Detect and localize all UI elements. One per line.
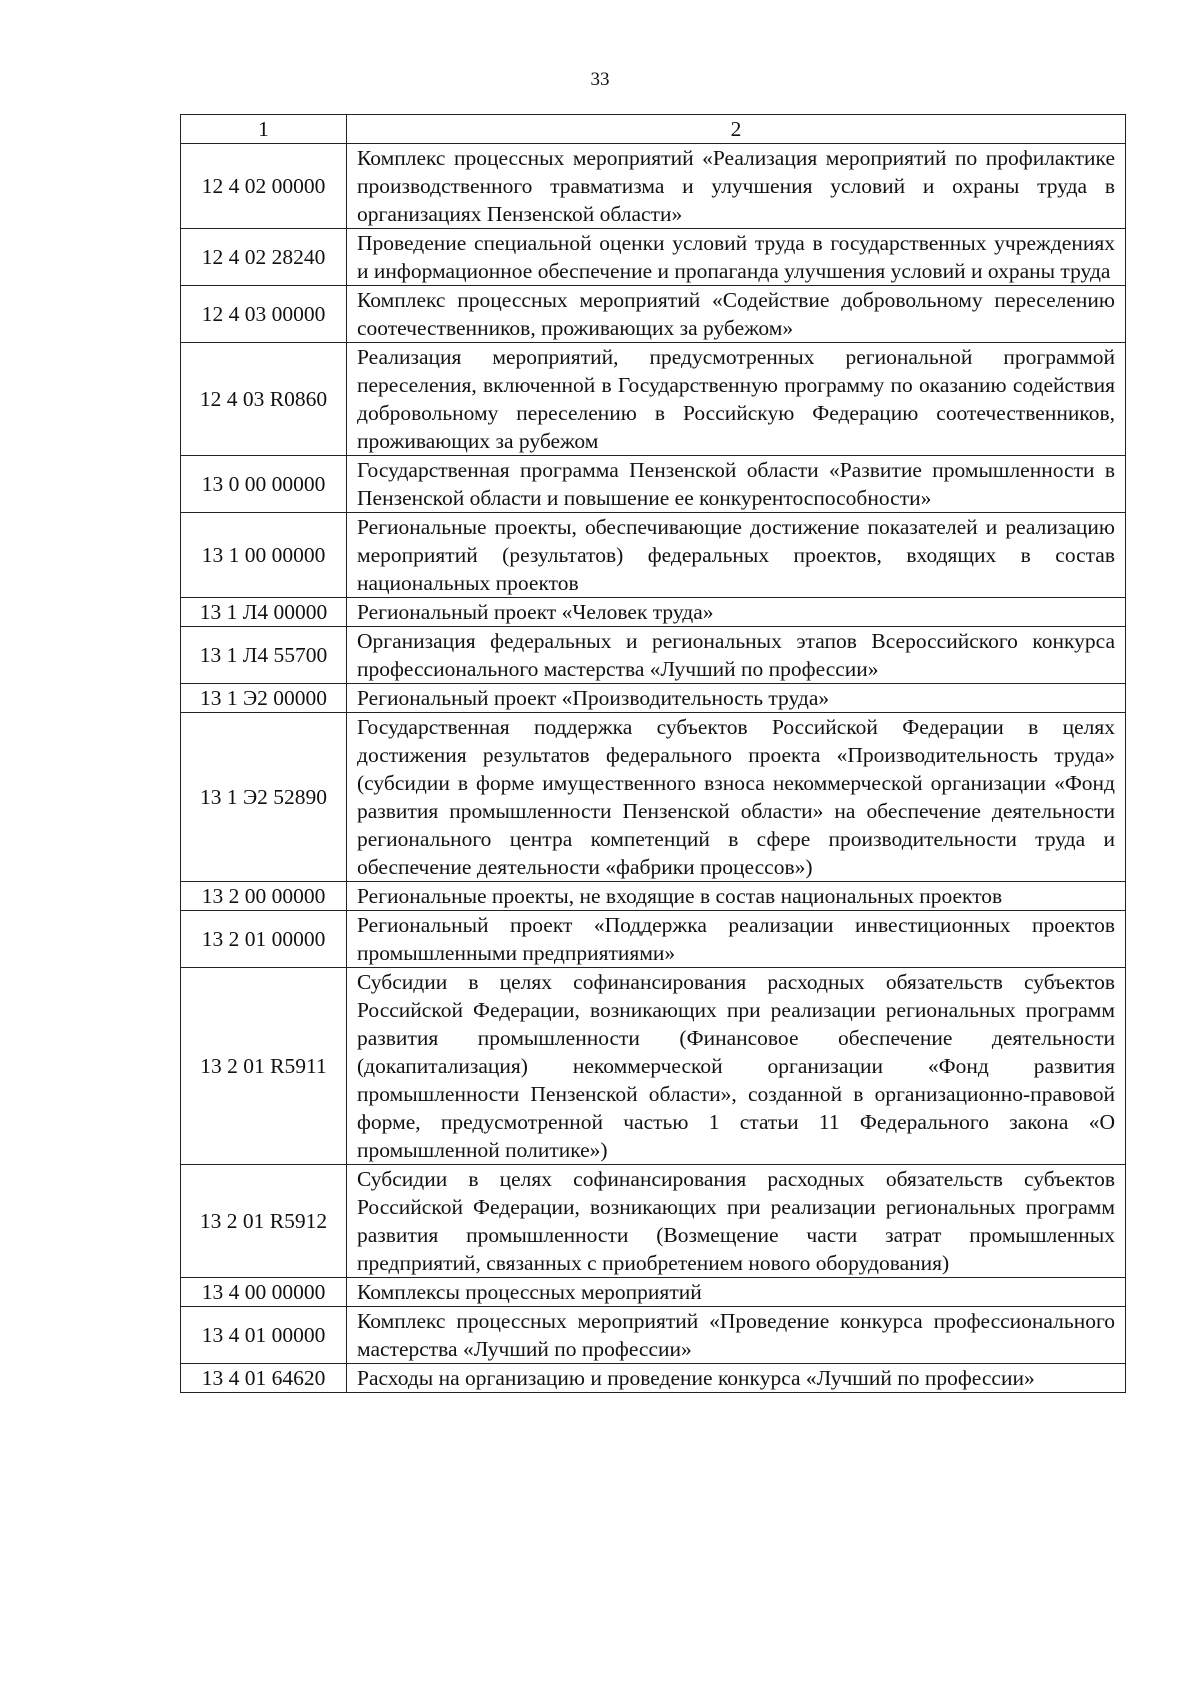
row-description: Региональный проект «Поддержка реализации инвестиционных проектов промышленными предприятиями»: [347, 911, 1126, 968]
row-code: 13 1 Л4 00000: [181, 598, 347, 627]
column-header-code: 1: [181, 115, 347, 144]
row-description: Региональные проекты, обеспечивающие достижение показателей и реализацию мероприятий (результатов) федеральных проектов, входящих в состав национальных проектов: [347, 513, 1126, 598]
row-description: Государственная программа Пензенской области «Развитие промышленности в Пензенской области и повышение ее конкурентоспособности»: [347, 456, 1126, 513]
row-code: 13 0 00 00000: [181, 456, 347, 513]
table-row: [181, 1165, 1126, 1278]
row-description: Региональный проект «Человек труда»: [347, 598, 1126, 627]
table-row: [181, 343, 1126, 456]
row-code: 12 4 02 28240: [181, 229, 347, 286]
row-code: 13 1 Э2 52890: [181, 713, 347, 882]
row-description: Комплексы процессных мероприятий: [347, 1278, 1126, 1307]
table-row: [181, 598, 1126, 627]
table-row: [181, 144, 1126, 229]
row-description: Региональный проект «Производительность труда»: [347, 684, 1126, 713]
table-row: [181, 1364, 1126, 1393]
row-code: 13 1 Э2 00000: [181, 684, 347, 713]
row-description: Проведение специальной оценки условий труда в государственных учреждениях и информационное обеспечение и пропаганда улучшения условий и охраны труда: [347, 229, 1126, 286]
table-row: [181, 1307, 1126, 1364]
row-description: Региональные проекты, не входящие в состав национальных проектов: [347, 882, 1126, 911]
row-code: 13 2 00 00000: [181, 882, 347, 911]
page-number: 33: [590, 69, 610, 90]
table-row: [181, 456, 1126, 513]
table-row: [181, 684, 1126, 713]
row-description: Субсидии в целях софинансирования расходных обязательств субъектов Российской Федерации, возникающих при реализации региональных программ развития промышленности (Финансовое обеспечение деятельности (докапитализация) некоммерческой организации «Фонд развития промышленности Пензенской области», созданной в организационно-правовой форме, предусмотренной частью 1 статьи 11 Федерального закона «О промышленной политике»): [347, 968, 1126, 1165]
row-description: Субсидии в целях софинансирования расходных обязательств субъектов Российской Федерации, возникающих при реализации региональных программ развития промышленности (Возмещение части затрат промышленных предприятий, связанных с приобретением нового оборудования): [347, 1165, 1126, 1278]
table-row: [181, 286, 1126, 343]
row-code: 12 4 03 00000: [181, 286, 347, 343]
row-code: 12 4 03 R0860: [181, 343, 347, 456]
table-row: [181, 713, 1126, 882]
budget-code-table: [180, 114, 1126, 1393]
row-description: Государственная поддержка субъектов Российской Федерации в целях достижения результатов федерального проекта «Производительность труда» (субсидии в форме имущественного взноса некоммерческой организации «Фонд развития промышленности Пензенской области» на обеспечение деятельности регионального центра компетенций в сфере производительности труда и обеспечение деятельности «фабрики процессов»): [347, 713, 1126, 882]
table-row: [181, 911, 1126, 968]
row-code: 13 4 01 00000: [181, 1307, 347, 1364]
table-row: [181, 627, 1126, 684]
row-description: Организация федеральных и региональных этапов Всероссийского конкурса профессионального мастерства «Лучший по профессии»: [347, 627, 1126, 684]
table-row: [181, 968, 1126, 1165]
row-code: 13 2 01 R5911: [181, 968, 347, 1165]
row-code: 13 1 Л4 55700: [181, 627, 347, 684]
column-header-description: 2: [347, 115, 1126, 144]
table-row: [181, 882, 1126, 911]
row-description: Комплекс процессных мероприятий «Проведение конкурса профессионального мастерства «Лучший по профессии»: [347, 1307, 1126, 1364]
row-description: Реализация мероприятий, предусмотренных региональной программой переселения, включенной в Государственную программу по оказанию содействия добровольному переселению в Российскую Федерацию соотечественников, проживающих за рубежом: [347, 343, 1126, 456]
row-code: 13 4 00 00000: [181, 1278, 347, 1307]
table-body: [181, 115, 1126, 1393]
row-description: Комплекс процессных мероприятий «Содействие добровольному переселению соотечественников, проживающих за рубежом»: [347, 286, 1126, 343]
table-header-row: [181, 115, 1126, 144]
table-row: [181, 1278, 1126, 1307]
table-row: [181, 513, 1126, 598]
row-description: Комплекс процессных мероприятий «Реализация мероприятий по профилактике производственного травматизма и улучшения условий и охраны труда в организациях Пензенской области»: [347, 144, 1126, 229]
row-code: 13 1 00 00000: [181, 513, 347, 598]
table-row: [181, 229, 1126, 286]
row-code: 13 2 01 00000: [181, 911, 347, 968]
row-code: 13 2 01 R5912: [181, 1165, 347, 1278]
row-code: 12 4 02 00000: [181, 144, 347, 229]
row-description: Расходы на организацию и проведение конкурса «Лучший по профессии»: [347, 1364, 1126, 1393]
row-code: 13 4 01 64620: [181, 1364, 347, 1393]
